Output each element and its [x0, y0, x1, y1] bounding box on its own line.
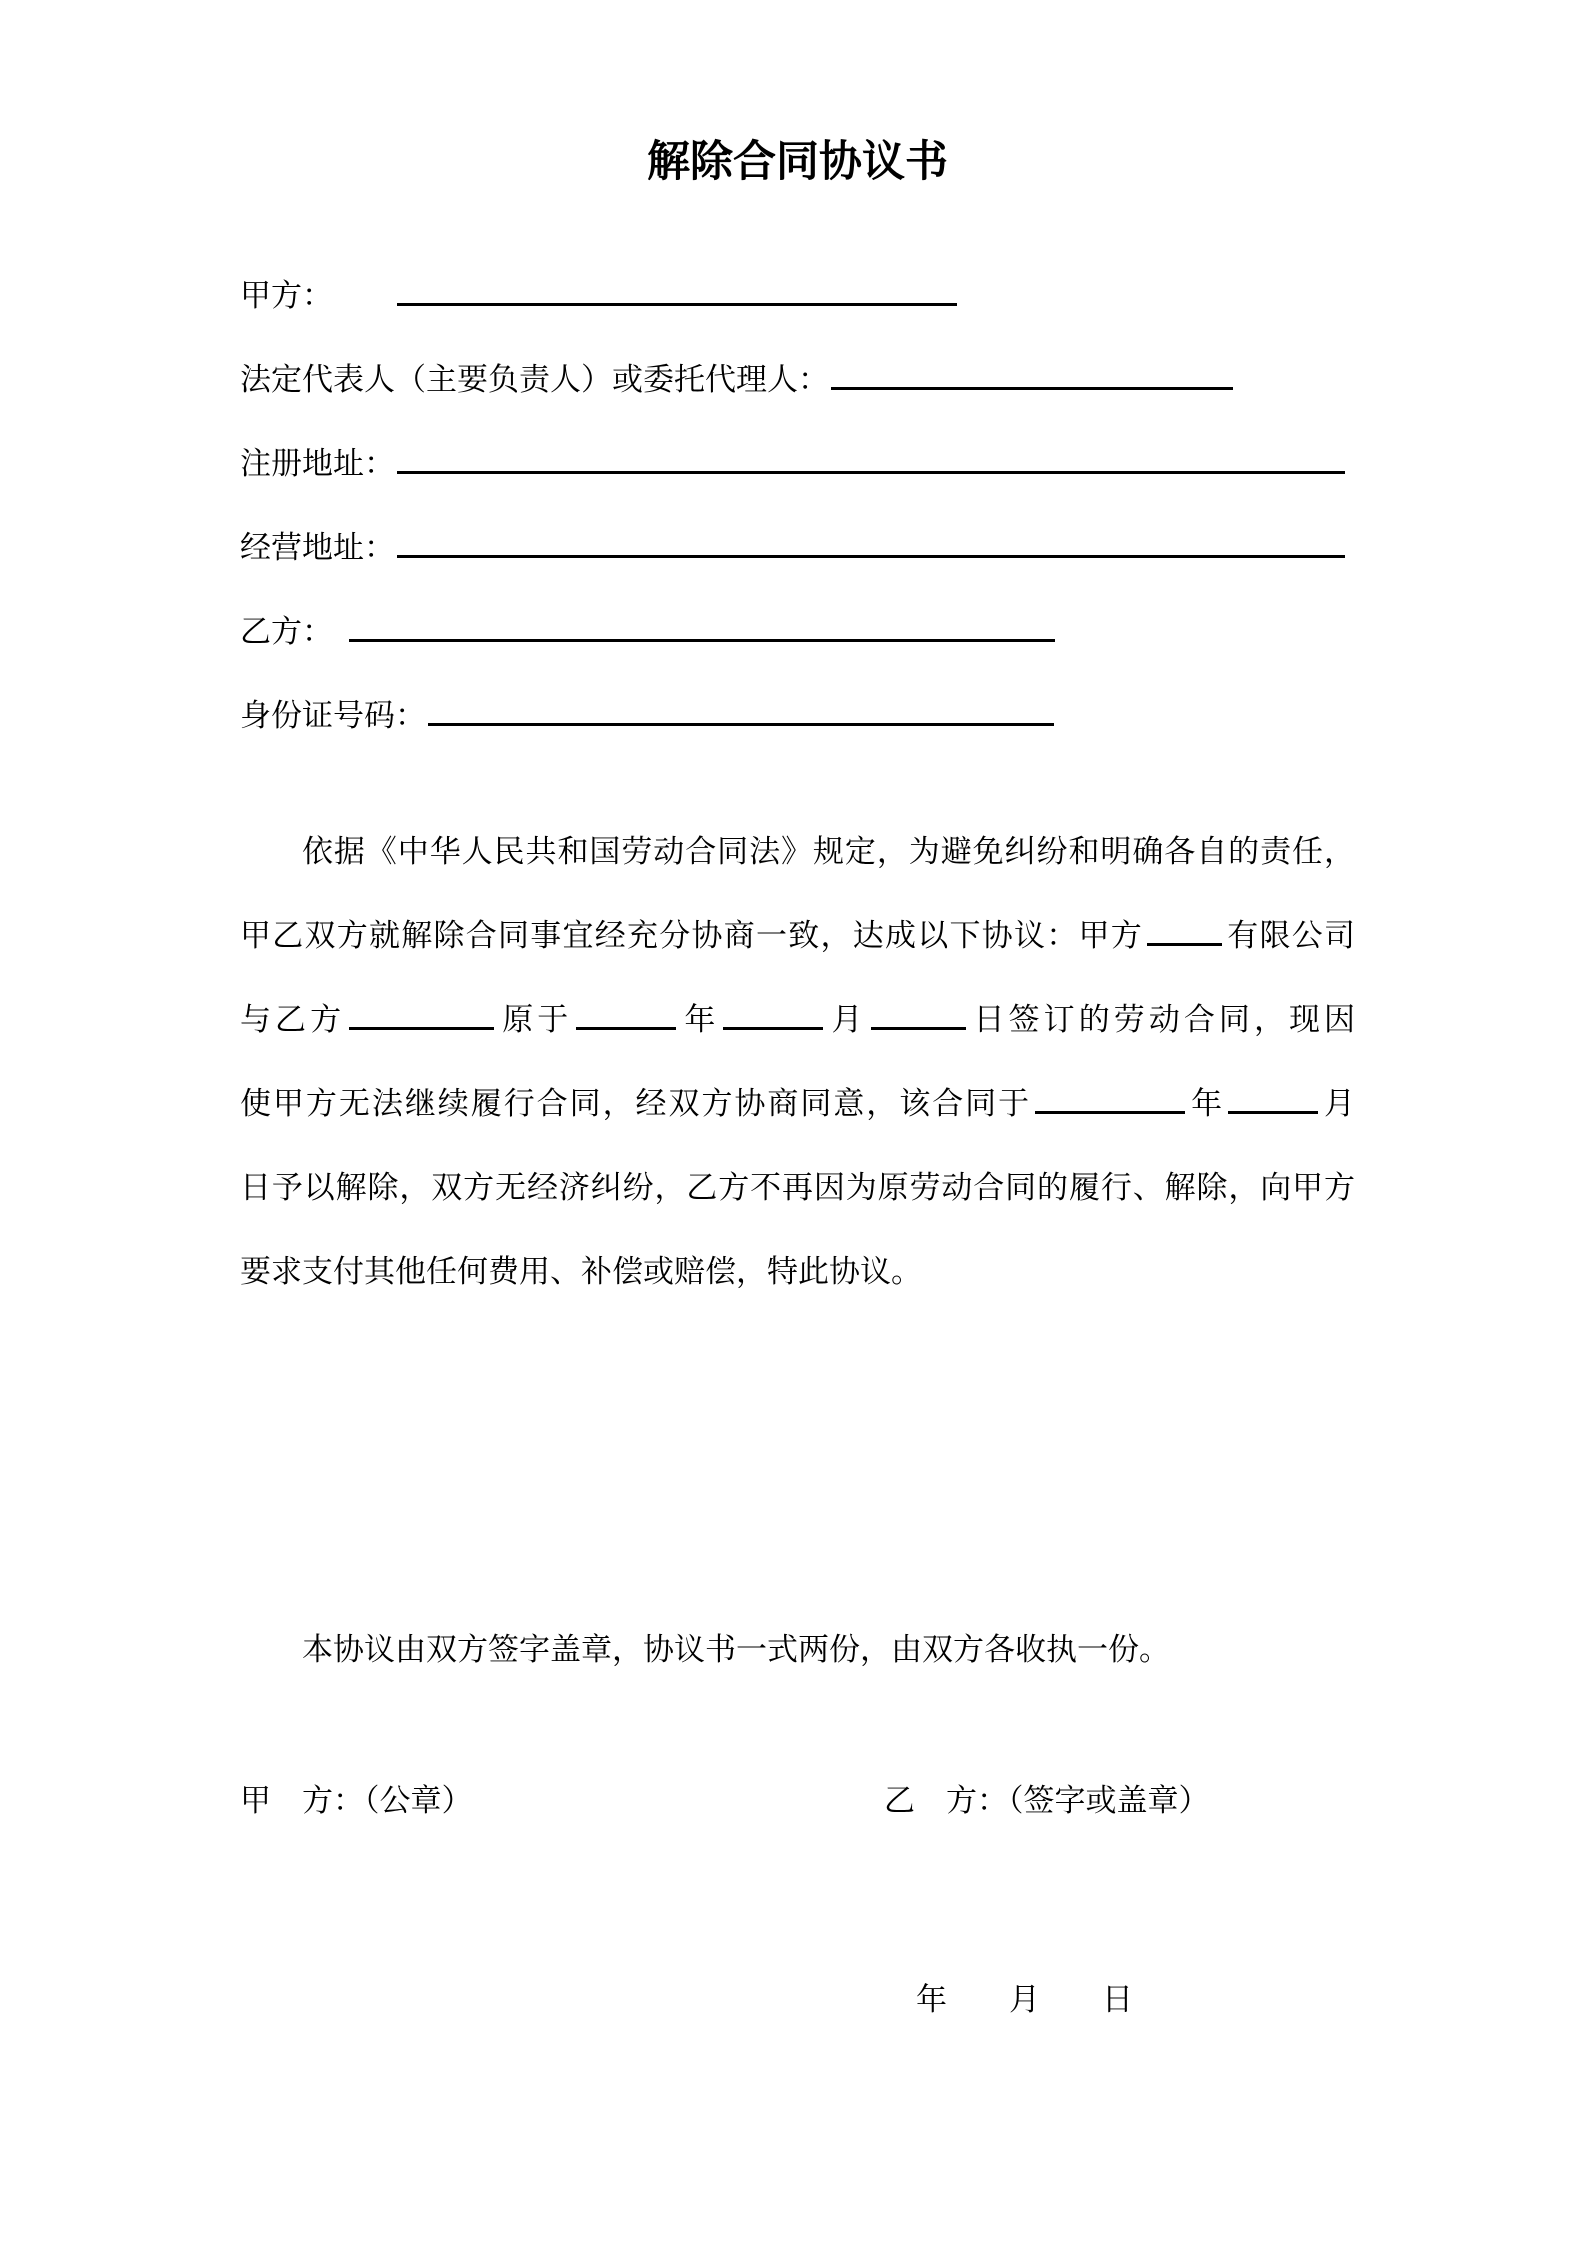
paragraph-text: 日签订的劳动合同，现因	[969, 1002, 1355, 1038]
paragraph-text: 与乙方	[240, 1002, 346, 1038]
paragraph-line	[240, 978, 1355, 1062]
field-row-id-number	[240, 674, 1355, 758]
paragraph-line	[240, 1062, 1355, 1146]
document-title: 解除合同协议书	[647, 137, 948, 187]
field-label-legal-representative: 法定代表人（主要负责人）或委托代理人：	[240, 362, 829, 398]
field-label-party-a: 甲方：	[240, 278, 333, 314]
party-info-section	[240, 254, 1355, 758]
fill-in-blank-party-a[interactable]	[397, 267, 957, 306]
paragraph-text: 依据《中华人民共和国劳动合同法》规定，为避免纠纷和明确各自的责任，	[302, 834, 1355, 870]
agreement-paragraph	[240, 810, 1355, 1314]
paragraph-text: 要求支付其他任何费用、补偿或赔偿，特此协议。	[240, 1254, 922, 1290]
fill-in-blank-legal-representative[interactable]	[831, 351, 1233, 390]
signature-party-b-label: 乙 方：（签字或盖章）	[884, 1783, 1210, 1819]
field-row-party-b	[240, 590, 1355, 674]
fill-in-blank-inline[interactable]	[576, 993, 676, 1030]
fill-in-blank-inline[interactable]	[871, 993, 966, 1030]
paragraph-text: 原于	[498, 1002, 573, 1038]
fill-in-blank-business-address[interactable]	[397, 519, 1345, 558]
fill-in-blank-id-number[interactable]	[428, 687, 1054, 726]
paragraph-line	[240, 1230, 1355, 1314]
fill-in-blank-inline[interactable]	[1147, 909, 1222, 946]
field-row-legal-representative	[240, 338, 1355, 422]
paragraph-text: 月	[827, 1002, 867, 1038]
fill-in-blank-inline[interactable]	[1035, 1077, 1185, 1114]
signature-row	[240, 1759, 1355, 1843]
date-line: 年 月 日	[916, 1982, 1133, 2018]
paragraph-line	[240, 810, 1355, 894]
field-label-id-number: 身份证号码：	[240, 698, 426, 734]
fill-in-blank-party-b[interactable]	[349, 603, 1055, 642]
paragraph-text: 年	[1189, 1086, 1225, 1122]
paragraph-text: 年	[680, 1002, 720, 1038]
fill-in-blank-inline[interactable]	[723, 993, 823, 1030]
fill-in-blank-inline[interactable]	[349, 993, 494, 1030]
paragraph-text: 使甲方无法继续履行合同，经双方协商同意，该合同于	[240, 1086, 1032, 1122]
fill-in-blank-inline[interactable]	[1228, 1077, 1318, 1114]
fill-in-blank-registered-address[interactable]	[397, 435, 1345, 474]
paragraph-line	[240, 894, 1355, 978]
field-label-registered-address: 注册地址：	[240, 446, 395, 482]
paragraph-text: 日予以解除，双方无经济纠纷，乙方不再因为原劳动合同的履行、解除，向甲方	[240, 1170, 1355, 1206]
paragraph-text: 有限公司	[1226, 918, 1355, 954]
paragraph-text: 月	[1322, 1086, 1355, 1122]
field-row-business-address	[240, 506, 1355, 590]
field-label-party-b: 乙方：	[240, 614, 333, 650]
field-label-business-address: 经营地址：	[240, 530, 395, 566]
signature-party-a-label: 甲 方：（公章）	[240, 1783, 473, 1819]
field-row-party-a	[240, 254, 1355, 338]
closing-statement: 本协议由双方签字盖章，协议书一式两份，由双方各收执一份。	[302, 1632, 1170, 1668]
field-row-registered-address	[240, 422, 1355, 506]
paragraph-text: 甲乙双方就解除合同事宜经充分协商一致，达成以下协议：甲方	[240, 918, 1143, 954]
paragraph-line	[240, 1146, 1355, 1230]
